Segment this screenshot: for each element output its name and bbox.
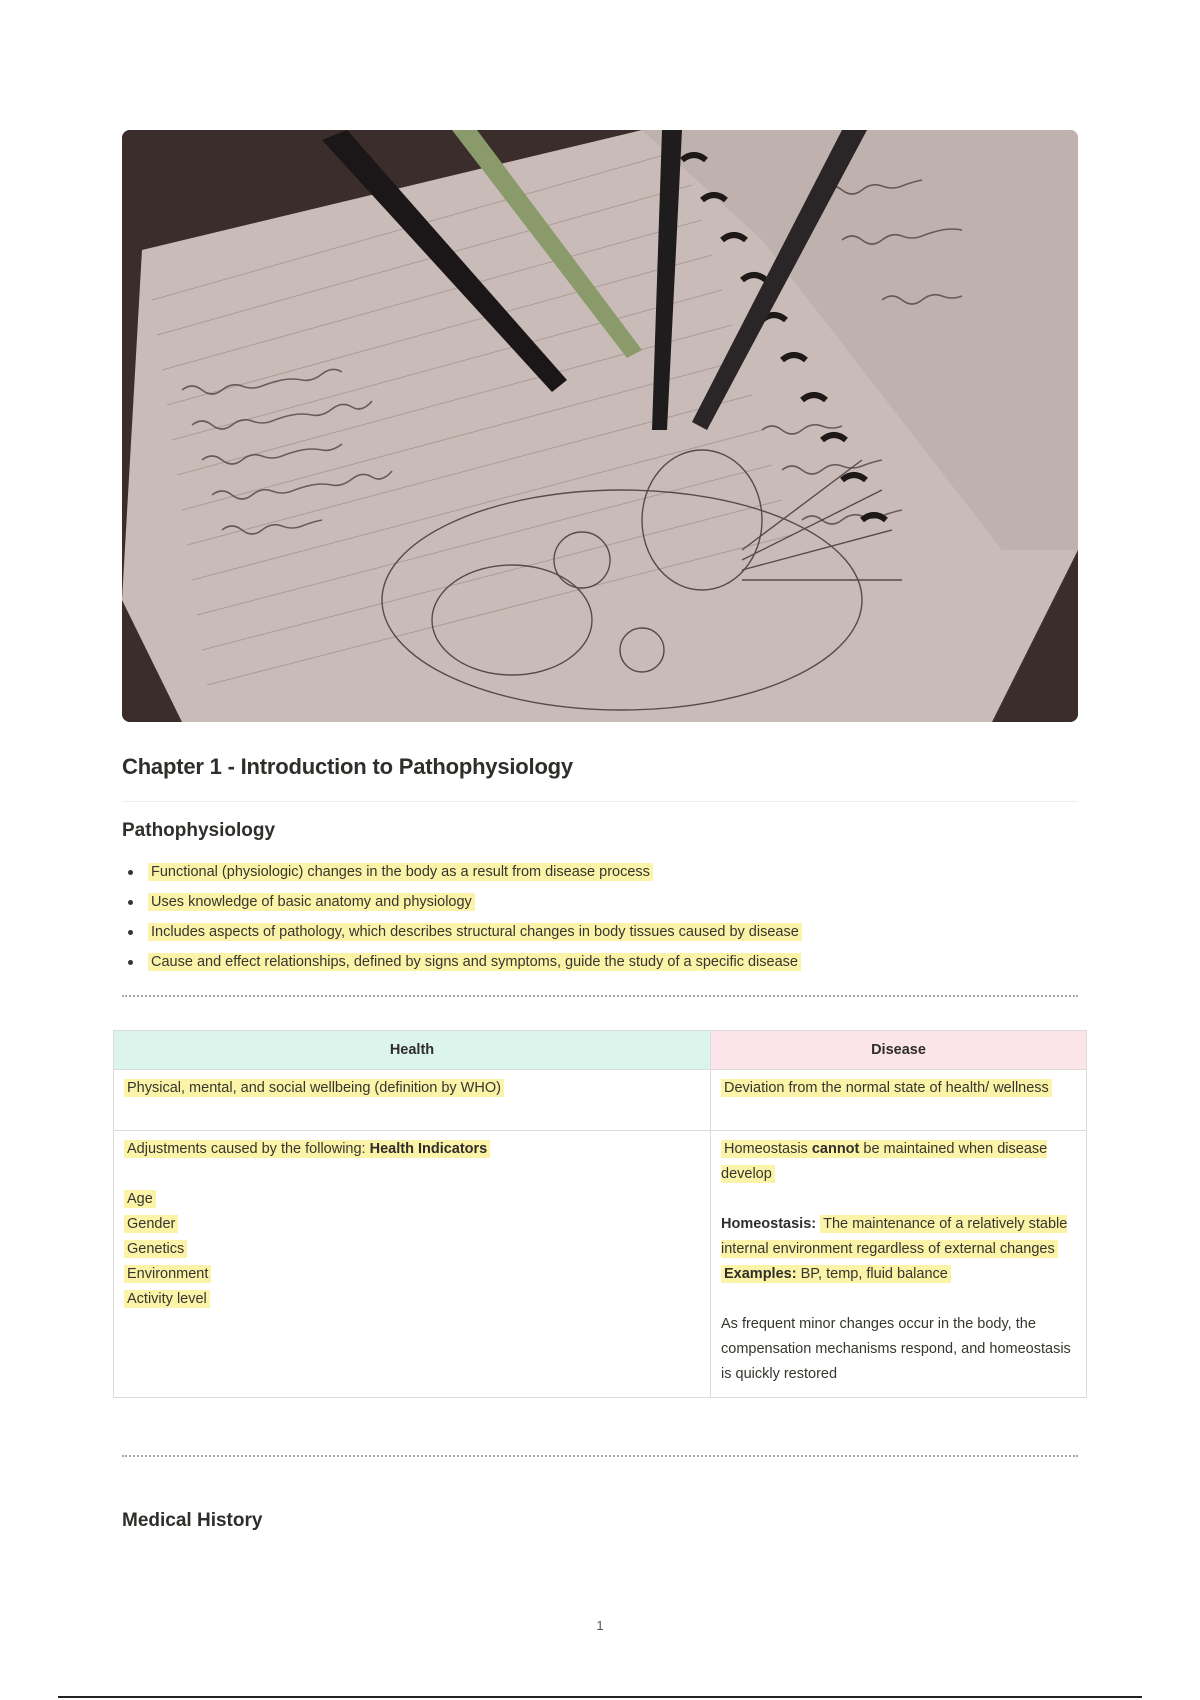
bullet-text: Includes aspects of pathology, which describes structural changes in body tissues caused by disease — [148, 923, 802, 941]
table-header-health: Health — [114, 1031, 711, 1070]
bullet-text: Cause and effect relationships, defined by signs and symptoms, guide the study of a specific disease — [148, 953, 801, 971]
examples-label: Examples: — [724, 1266, 797, 1282]
examples-line — [721, 1265, 951, 1283]
table-cell — [711, 1070, 1087, 1131]
statement-bold: cannot — [811, 1141, 860, 1157]
dotted-divider — [122, 1455, 1078, 1457]
table-row — [114, 1070, 1087, 1131]
notebook-photo-illustration — [122, 130, 1078, 722]
list-item — [122, 890, 1078, 920]
table-cell — [114, 1131, 711, 1398]
table-row — [114, 1131, 1087, 1398]
page-bottom-rule — [58, 1696, 1142, 1698]
pathophysiology-bullet-list — [122, 860, 1078, 980]
list-item — [122, 950, 1078, 980]
indicator-item: Activity level — [124, 1290, 210, 1308]
section-heading-medical-history: Medical History — [122, 1510, 263, 1531]
statement-pre: Homeostasis — [724, 1141, 812, 1157]
indicator-item: Genetics — [124, 1240, 187, 1258]
section-heading-pathophysiology: Pathophysiology — [122, 820, 276, 841]
table-cell — [711, 1131, 1087, 1398]
list-item — [122, 860, 1078, 890]
homeostasis-statement — [721, 1140, 1047, 1183]
page-number: 1 — [596, 1618, 604, 1633]
health-disease-table — [113, 1030, 1087, 1398]
examples-text: BP, temp, fluid balance — [796, 1266, 948, 1282]
cover-image — [122, 130, 1078, 722]
intro-bold: Health Indicators — [369, 1141, 488, 1157]
table-header-disease: Disease — [711, 1031, 1087, 1070]
disease-definition: Deviation from the normal state of health/ wellness — [721, 1079, 1052, 1097]
health-definition: Physical, mental, and social wellbeing (definition by WHO) — [124, 1079, 504, 1097]
table-cell — [114, 1070, 711, 1131]
indicator-item: Gender — [124, 1215, 178, 1233]
indicator-item: Environment — [124, 1265, 211, 1283]
title-divider — [122, 801, 1078, 802]
list-item — [122, 920, 1078, 950]
bullet-text: Functional (physiologic) changes in the body as a result from disease process — [148, 863, 653, 881]
indicator-item: Age — [124, 1190, 156, 1208]
homeostasis-definition: The maintenance of a relatively stable internal environment regardless of external changes — [721, 1216, 1068, 1257]
dotted-divider — [122, 995, 1078, 997]
intro-text: Adjustments caused by the following: — [127, 1141, 370, 1157]
health-indicators-intro — [124, 1140, 490, 1158]
chapter-title: Chapter 1 - Introduction to Pathophysiology — [122, 754, 573, 779]
statement-post: be maintained when disease develop — [721, 1141, 1048, 1182]
compensation-text: As frequent minor changes occur in the body, the compensation mechanisms respond, and homeostasis is quickly restored — [721, 1316, 1071, 1382]
homeostasis-label: Homeostasis: — [721, 1216, 817, 1232]
bullet-text: Uses knowledge of basic anatomy and physiology — [148, 893, 475, 911]
